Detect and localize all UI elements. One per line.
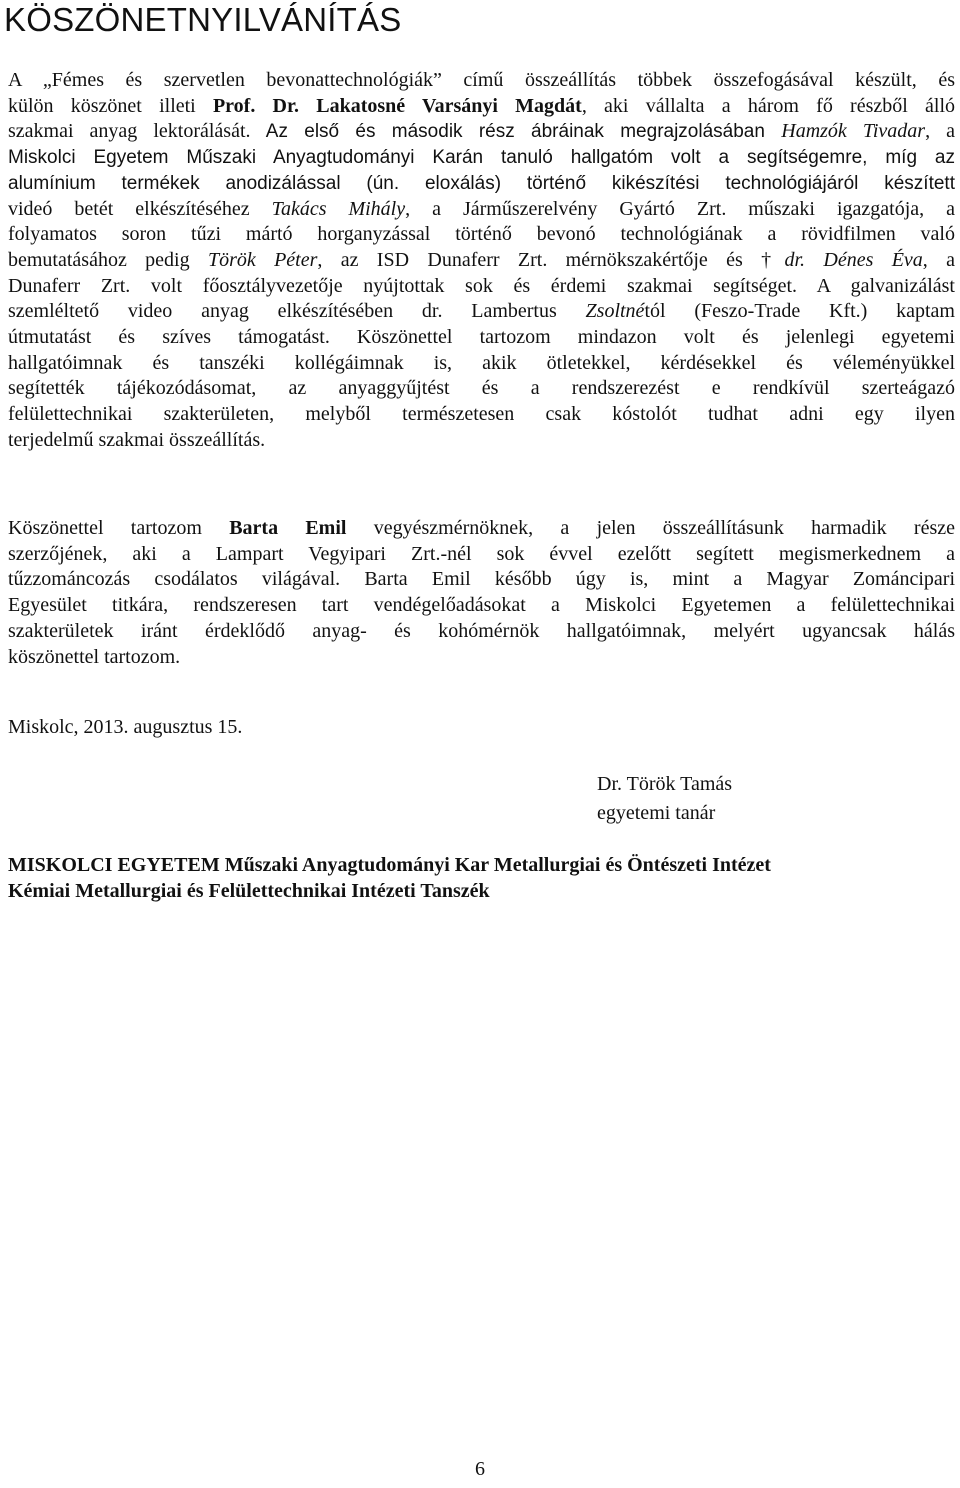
text-line: Köszönettel tartozom Barta Emil vegyészmérnöknek, a jelen összeállításunk harmadik része [8, 517, 955, 539]
text-line: Miskolci Egyetem Műszaki Anyagtudományi Karán tanuló hallgatóm volt a segítségemre, míg az [8, 147, 955, 169]
reviewer-title: Prof. Dr. [212, 94, 300, 117]
text-line: A „Fémes és szervetlen bevonattechnológiák” című összeállítás többek összefogásával készült, és [8, 69, 955, 91]
date-line: Miskolc, 2013. augusztus 15. [8, 716, 243, 738]
acknowledgement-paragraph-2 [8, 516, 955, 670]
text-line: terjedelmű szakmai összeállítás. [8, 428, 266, 451]
contributor-name: Takács Mihály [271, 197, 406, 220]
signer-name: Dr. Török Tamás [597, 773, 733, 795]
text-line: köszönettel tartozom. [8, 645, 181, 668]
affiliation-line-2: Kémiai Metallurgiai és Felülettechnikai Intézeti Tanszék [8, 880, 490, 902]
text-line: felülettechnikai szakterületen, melyből természetesen csak kóstolót tudhat adni egy ilyen [8, 403, 955, 426]
page-title: KÖSZÖNETNYILVÁNÍTÁS [4, 1, 402, 38]
contributor-name: dr. Dénes Éva [784, 248, 923, 271]
text-line: szakmai anyag lektorálását. Az első és második rész ábráinak megrajzolásában Hamzók Tivadar, a [8, 120, 955, 143]
text-line: alumínium termékek anodizálással (ún. eloxálás) történő kikészítési technológiájáról készített [8, 172, 955, 194]
text-line: külön köszönet illeti Prof. Dr. Lakatosné Varsányi Magdát, aki vállalta a három fő részből álló [8, 94, 955, 117]
contributor-name: Zsoltné [585, 300, 645, 323]
text-line: szakterületek iránt érdeklődő anyag- és kohómérnök hallgatóimnak, melyért ugyancsak hálás [8, 619, 955, 642]
text-line: Dunaferr Zrt. volt főosztályvezetője nyújtottak sok és érdemi szakmai segítséget. A galvanizálást [8, 274, 955, 297]
affiliation-block [8, 852, 771, 904]
text-line: bemutatásához pedig Török Péter, az ISD Dunaferr Zrt. mérnökszakértője és †dr. Dénes Éva, a [8, 248, 956, 271]
text-line: segítették tájékozódásomat, az anyaggyűjtést és a rendszerezést e rendkívül szerteágazó [8, 377, 955, 400]
contributor-name: Török Péter [207, 248, 318, 271]
illustrator-name: Hamzók Tivadar [781, 120, 926, 143]
text-line: folyamatos soron tűzi mártó horganyzással történő bevonó technológiának a rövidfilmen való [8, 223, 955, 246]
reviewer-name: Lakatosné Varsányi Magdát [299, 94, 582, 117]
text-line: szemléltető video anyag elkészítésében dr. Lambertus Zsoltnétól (Feszo-Trade Kft.) kaptam [8, 300, 955, 323]
signature-block [597, 770, 732, 828]
text-line: hallgatóimnak és tanszéki kollégáimnak is, akik ötletekkel, kérdésekkel és véleményükkel [8, 351, 955, 374]
signer-position: egyetemi tanár [597, 802, 716, 824]
co-author-name: Barta Emil [229, 517, 347, 539]
acknowledgement-paragraph-1 [8, 68, 955, 454]
text-line: szerzőjének, aki a Lampart Vegyipari Zrt.-nél sok évvel ezelőtt segített megismerkednem a [8, 542, 955, 565]
text-line: tűzzománcozás csodálatos világával. Barta Emil később úgy is, mint a Magyar Zománcipari [8, 568, 955, 591]
page-number: 6 [475, 1458, 485, 1480]
text-line: útmutatást és szíves támogatást. Köszönettel tartozom mindazon volt és jelenlegi egyetemi [8, 326, 955, 349]
text-line: videó betét elkészítéséhez Takács Mihály, a Járműszerelvény Gyártó Zrt. műszaki igazgatója, a [8, 197, 955, 220]
affiliation-line-1: MISKOLCI EGYETEM Műszaki Anyagtudományi Kar Metallurgiai és Öntészeti Intézet [8, 854, 771, 876]
text-line: Egyesület titkára, rendszeresen tart vendégelőadásokat a Miskolci Egyetemen a felülettechnikai [8, 594, 955, 617]
